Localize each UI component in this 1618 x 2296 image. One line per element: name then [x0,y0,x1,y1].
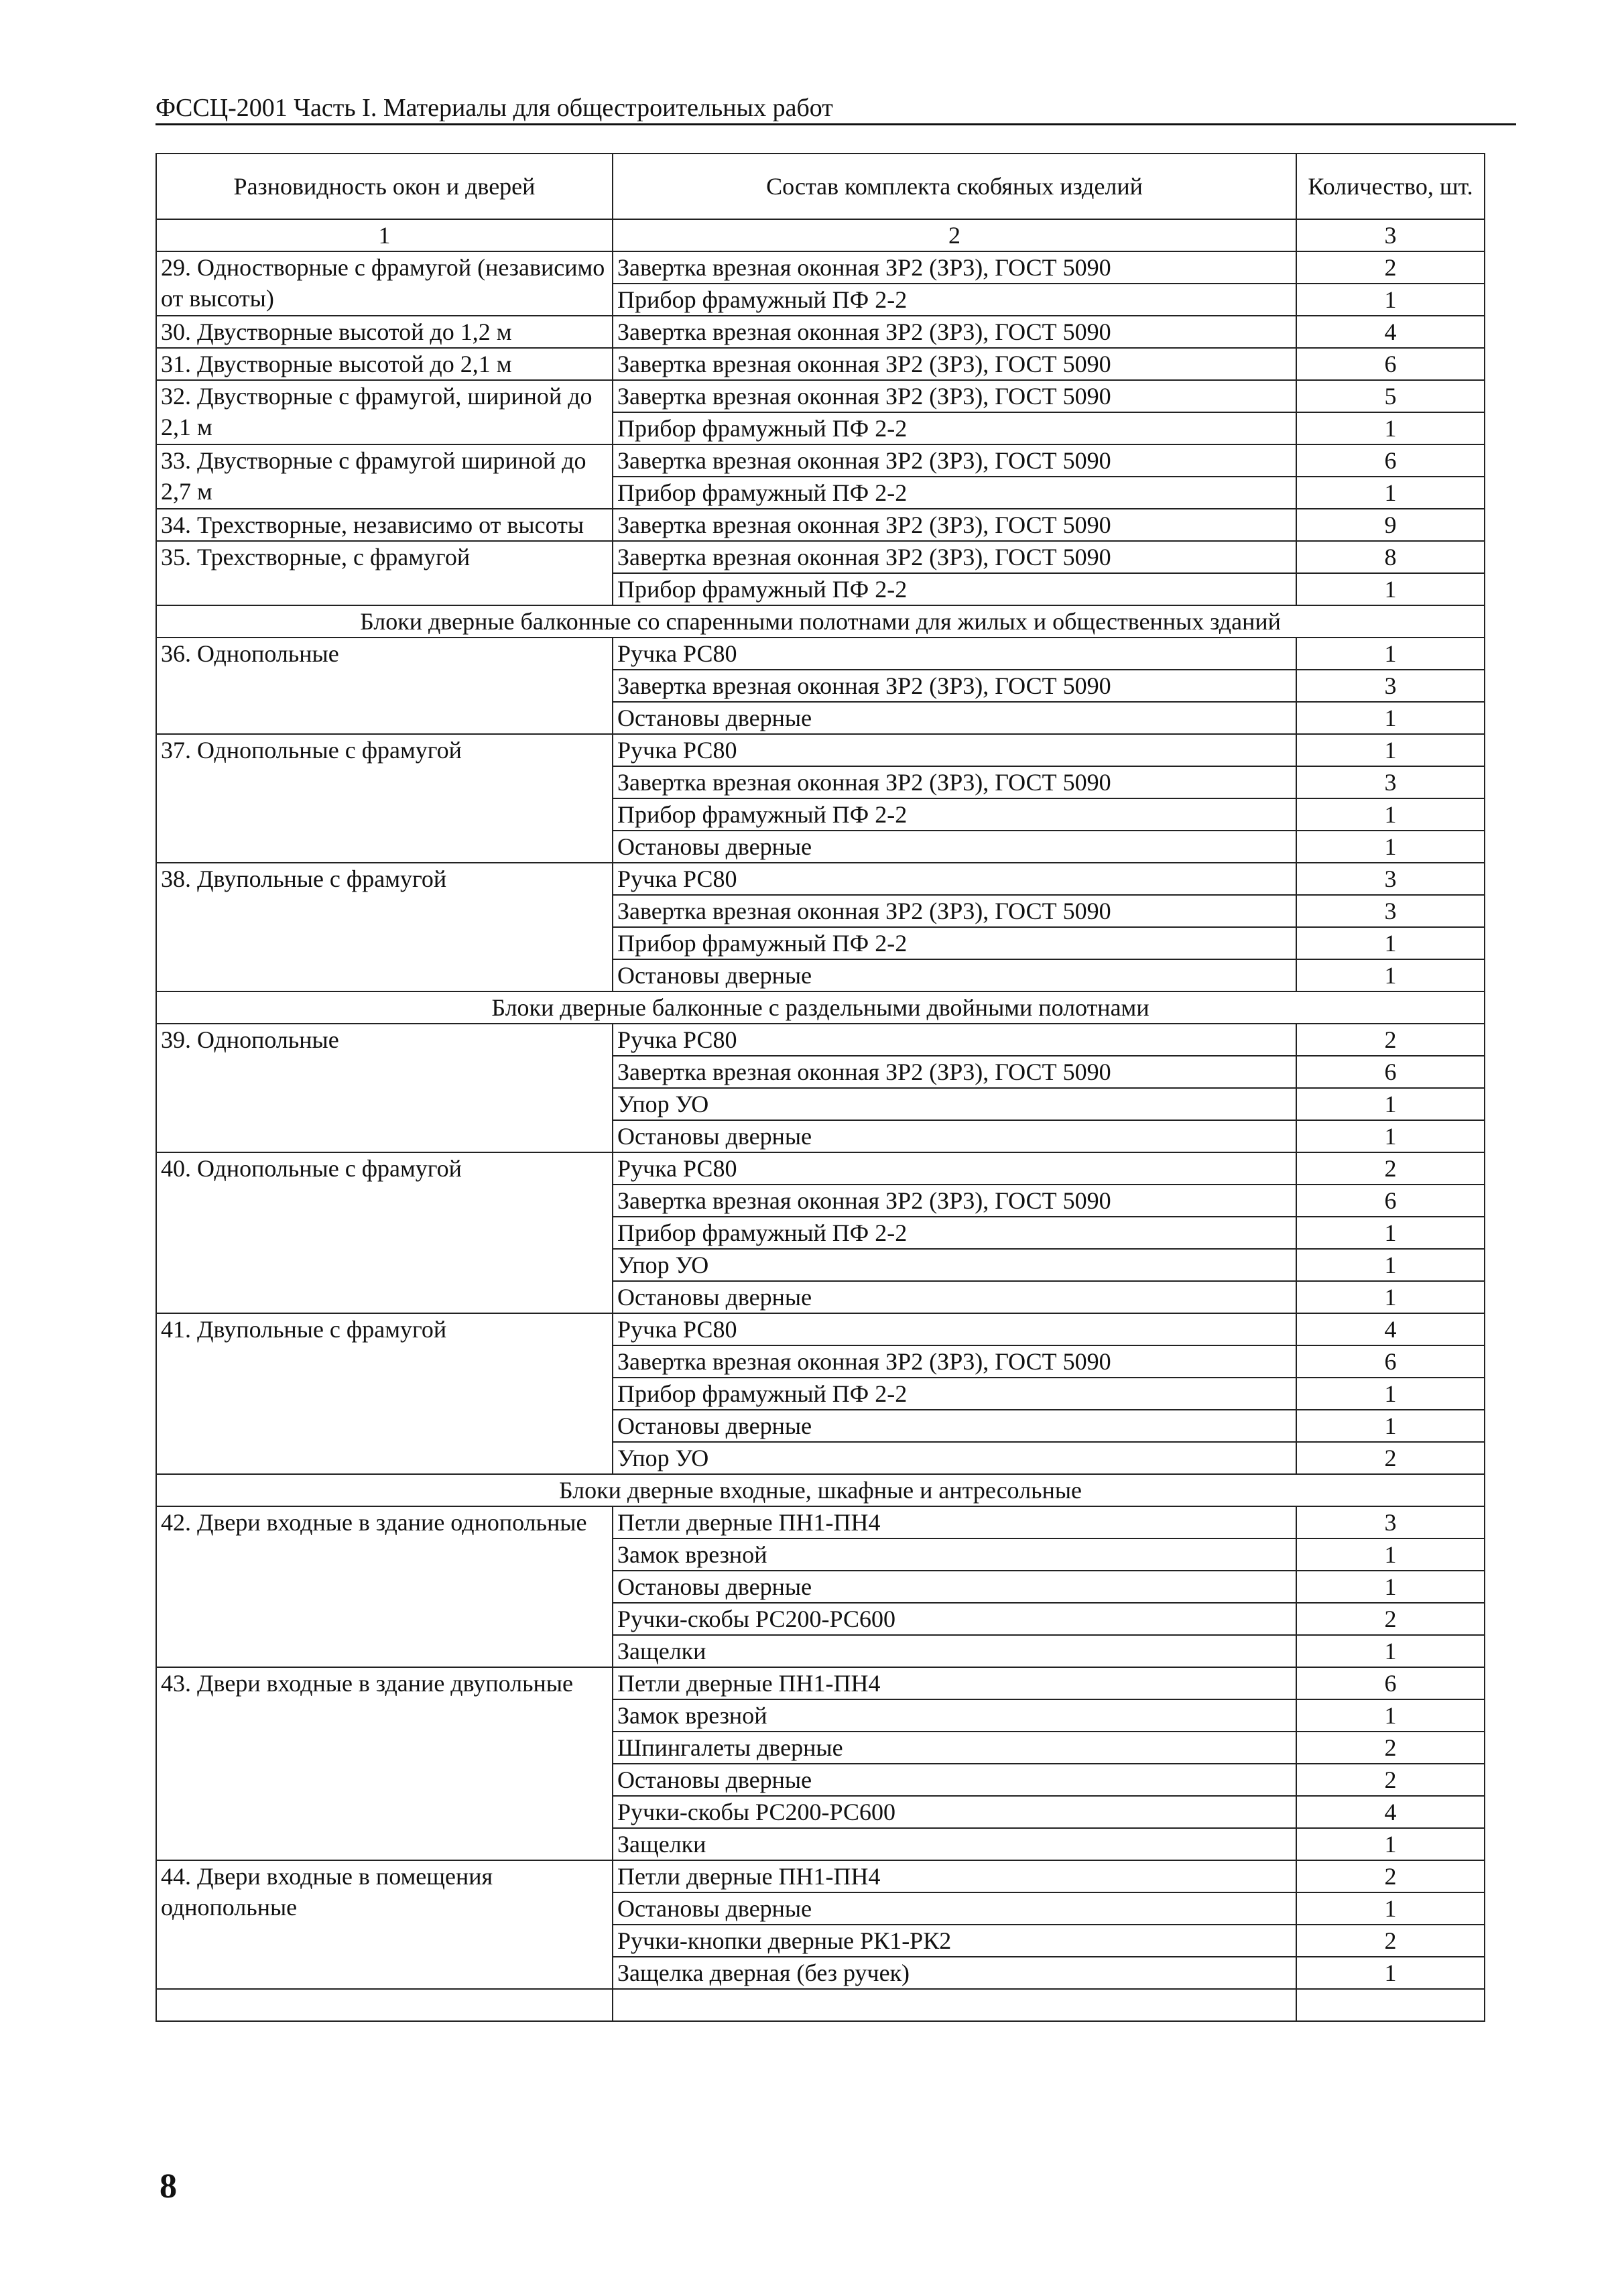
column-header-type: Разновидность окон и дверей [156,154,613,219]
opening-type-cell: 36. Однопольные [156,638,613,734]
quantity-cell: 1 [1296,1635,1485,1667]
hardware-item-cell: Защелки [613,1828,1296,1860]
quantity-cell: 2 [1296,251,1485,284]
table-row [156,509,1485,541]
quantity-cell: 1 [1296,927,1485,959]
quantity-cell: 2 [1296,1603,1485,1635]
hardware-item-cell: Упор УО [613,1088,1296,1120]
quantity-cell: 3 [1296,670,1485,702]
hardware-item-cell: Ручка РС80 [613,863,1296,895]
quantity-cell: 1 [1296,1249,1485,1281]
quantity-cell: 1 [1296,638,1485,670]
hardware-item-cell: Ручки-скобы РС200-РС600 [613,1796,1296,1828]
hardware-item-cell: Прибор фрамужный ПФ 2-2 [613,927,1296,959]
hardware-item-cell: Завертка врезная оконная ЗР2 (ЗР3), ГОСТ 5090 [613,509,1296,541]
quantity-cell: 2 [1296,1024,1485,1056]
column-header-kit: Состав комплекта скобяных изделий [613,154,1296,219]
opening-type-cell: 39. Однопольные [156,1024,613,1152]
hardware-item-cell: Прибор фрамужный ПФ 2-2 [613,798,1296,831]
hardware-item-cell: Остановы дверные [613,1764,1296,1796]
opening-type-cell: 34. Трехстворные, независимо от высоты [156,509,613,541]
hardware-item-cell: Завертка врезная оконная ЗР2 (ЗР3), ГОСТ 5090 [613,895,1296,927]
hardware-item-cell: Прибор фрамужный ПФ 2-2 [613,1217,1296,1249]
hardware-item-cell: Остановы дверные [613,1892,1296,1925]
quantity-cell: 6 [1296,1185,1485,1217]
quantity-cell: 1 [1296,831,1485,863]
table-row [156,1506,1485,1538]
hardware-item-cell: Упор УО [613,1442,1296,1474]
hardware-item-cell: Завертка врезная оконная ЗР2 (ЗР3), ГОСТ 5090 [613,348,1296,380]
section-row [156,605,1485,638]
hardware-item-cell: Завертка врезная оконная ЗР2 (ЗР3), ГОСТ 5090 [613,316,1296,348]
hardware-item-cell: Завертка врезная оконная ЗР2 (ЗР3), ГОСТ 5090 [613,670,1296,702]
quantity-cell: 1 [1296,1281,1485,1313]
quantity-cell: 3 [1296,863,1485,895]
section-heading: Блоки дверные балконные со спаренными полотнами для жилых и общественных зданий [156,605,1485,638]
hardware-item-cell: Завертка врезная оконная ЗР2 (ЗР3), ГОСТ 5090 [613,766,1296,798]
quantity-cell: 1 [1296,1088,1485,1120]
quantity-cell: 2 [1296,1152,1485,1185]
hardware-item-cell: Замок врезной [613,1538,1296,1571]
quantity-cell: 1 [1296,1957,1485,1989]
quantity-cell: 6 [1296,1056,1485,1088]
quantity-cell: 1 [1296,1410,1485,1442]
hardware-item-cell: Прибор фрамужный ПФ 2-2 [613,284,1296,316]
hardware-item-cell: Ручка РС80 [613,1152,1296,1185]
quantity-cell: 1 [1296,734,1485,766]
quantity-cell: 4 [1296,1313,1485,1345]
quantity-cell: 3 [1296,1506,1485,1538]
opening-type-cell: 38. Двупольные с фрамугой [156,863,613,991]
empty-cell [613,1989,1296,2021]
quantity-cell: 1 [1296,798,1485,831]
hardware-item-cell: Петли дверные ПН1-ПН4 [613,1860,1296,1892]
quantity-cell: 3 [1296,766,1485,798]
table-row [156,1860,1485,1892]
quantity-cell: 2 [1296,1925,1485,1957]
hardware-item-cell: Защелки [613,1635,1296,1667]
opening-type-cell: 40. Однопольные с фрамугой [156,1152,613,1313]
opening-type-cell: 32. Двустворные с фрамугой, шириной до 2,1 м [156,380,613,444]
hardware-item-cell: Шпингалеты дверные [613,1732,1296,1764]
hardware-item-cell: Ручка РС80 [613,638,1296,670]
hardware-item-cell: Остановы дверные [613,1410,1296,1442]
column-number: 3 [1296,219,1485,251]
column-number: 2 [613,219,1296,251]
opening-type-cell: 44. Двери входные в помещения однопольные [156,1860,613,1989]
hardware-item-cell: Остановы дверные [613,831,1296,863]
hardware-item-cell: Ручка РС80 [613,1313,1296,1345]
hardware-item-cell: Ручка РС80 [613,1024,1296,1056]
hardware-item-cell: Завертка врезная оконная ЗР2 (ЗР3), ГОСТ 5090 [613,380,1296,412]
running-header: ФССЦ-2001 Часть I. Материалы для общестроительных работ [155,93,1516,125]
hardware-item-cell: Замок врезной [613,1699,1296,1732]
hardware-item-cell: Завертка врезная оконная ЗР2 (ЗР3), ГОСТ 5090 [613,251,1296,284]
quantity-cell: 9 [1296,509,1485,541]
hardware-item-cell: Остановы дверные [613,959,1296,991]
opening-type-cell: 35. Трехстворные, с фрамугой [156,541,613,605]
quantity-cell: 1 [1296,1828,1485,1860]
table-row [156,541,1485,573]
hardware-item-cell: Упор УО [613,1249,1296,1281]
quantity-cell: 6 [1296,1345,1485,1378]
hardware-item-cell: Ручки-скобы РС200-РС600 [613,1603,1296,1635]
section-heading: Блоки дверные балконные с раздельными двойными полотнами [156,991,1485,1024]
column-number-row [156,219,1485,251]
page-number: 8 [160,2167,177,2206]
table-row [156,1152,1485,1185]
opening-type-cell: 41. Двупольные с фрамугой [156,1313,613,1474]
quantity-cell: 1 [1296,412,1485,444]
table-row [156,251,1485,284]
hardware-item-cell: Остановы дверные [613,1120,1296,1152]
opening-type-cell: 29. Одностворные с фрамугой (независимо от высоты) [156,251,613,316]
table-row [156,863,1485,895]
hardware-item-cell: Завертка врезная оконная ЗР2 (ЗР3), ГОСТ 5090 [613,1185,1296,1217]
opening-type-cell: 30. Двустворные высотой до 1,2 м [156,316,613,348]
quantity-cell: 8 [1296,541,1485,573]
table-row [156,1667,1485,1699]
opening-type-cell: 42. Двери входные в здание однопольные [156,1506,613,1667]
quantity-cell: 3 [1296,895,1485,927]
quantity-cell: 6 [1296,348,1485,380]
opening-type-cell: 37. Однопольные с фрамугой [156,734,613,863]
table-row [156,734,1485,766]
hardware-item-cell: Ручка РС80 [613,734,1296,766]
empty-cell [1296,1989,1485,2021]
quantity-cell: 4 [1296,1796,1485,1828]
hardware-item-cell: Завертка врезная оконная ЗР2 (ЗР3), ГОСТ 5090 [613,541,1296,573]
quantity-cell: 1 [1296,284,1485,316]
hardware-item-cell: Прибор фрамужный ПФ 2-2 [613,412,1296,444]
table-header-row [156,154,1485,219]
hardware-item-cell: Завертка врезная оконная ЗР2 (ЗР3), ГОСТ 5090 [613,1345,1296,1378]
hardware-kit-table [155,153,1485,2022]
hardware-item-cell: Защелка дверная (без ручек) [613,1957,1296,1989]
quantity-cell: 1 [1296,1571,1485,1603]
quantity-cell: 6 [1296,444,1485,477]
quantity-cell: 1 [1296,1538,1485,1571]
quantity-cell: 1 [1296,1699,1485,1732]
quantity-cell: 1 [1296,1217,1485,1249]
table-row [156,638,1485,670]
hardware-item-cell: Остановы дверные [613,1571,1296,1603]
quantity-cell: 1 [1296,1120,1485,1152]
hardware-item-cell: Завертка врезная оконная ЗР2 (ЗР3), ГОСТ 5090 [613,1056,1296,1088]
table-row [156,348,1485,380]
section-heading: Блоки дверные входные, шкафные и антресольные [156,1474,1485,1506]
table-row [156,1024,1485,1056]
hardware-item-cell: Прибор фрамужный ПФ 2-2 [613,1378,1296,1410]
hardware-item-cell: Завертка врезная оконная ЗР2 (ЗР3), ГОСТ 5090 [613,444,1296,477]
quantity-cell: 2 [1296,1442,1485,1474]
quantity-cell: 2 [1296,1860,1485,1892]
empty-filler-row [156,1989,1485,2021]
table-row [156,380,1485,412]
hardware-item-cell: Остановы дверные [613,1281,1296,1313]
opening-type-cell: 43. Двери входные в здание двупольные [156,1667,613,1860]
opening-type-cell: 33. Двустворные с фрамугой шириной до 2,7 м [156,444,613,509]
opening-type-cell: 31. Двустворные высотой до 2,1 м [156,348,613,380]
quantity-cell: 1 [1296,1378,1485,1410]
quantity-cell: 1 [1296,702,1485,734]
quantity-cell: 1 [1296,1892,1485,1925]
hardware-item-cell: Остановы дверные [613,702,1296,734]
hardware-item-cell: Прибор фрамужный ПФ 2-2 [613,477,1296,509]
table-row [156,1313,1485,1345]
hardware-item-cell: Ручки-кнопки дверные РК1-РК2 [613,1925,1296,1957]
empty-cell [156,1989,613,2021]
section-row [156,991,1485,1024]
quantity-cell: 2 [1296,1764,1485,1796]
column-number: 1 [156,219,613,251]
hardware-item-cell: Петли дверные ПН1-ПН4 [613,1506,1296,1538]
hardware-item-cell: Петли дверные ПН1-ПН4 [613,1667,1296,1699]
quantity-cell: 5 [1296,380,1485,412]
table-body [156,251,1485,2021]
quantity-cell: 2 [1296,1732,1485,1764]
quantity-cell: 1 [1296,477,1485,509]
quantity-cell: 6 [1296,1667,1485,1699]
column-header-quantity: Количество, шт. [1296,154,1485,219]
quantity-cell: 4 [1296,316,1485,348]
hardware-item-cell: Прибор фрамужный ПФ 2-2 [613,573,1296,605]
table-row [156,444,1485,477]
quantity-cell: 1 [1296,573,1485,605]
table-row [156,316,1485,348]
quantity-cell: 1 [1296,959,1485,991]
section-row [156,1474,1485,1506]
